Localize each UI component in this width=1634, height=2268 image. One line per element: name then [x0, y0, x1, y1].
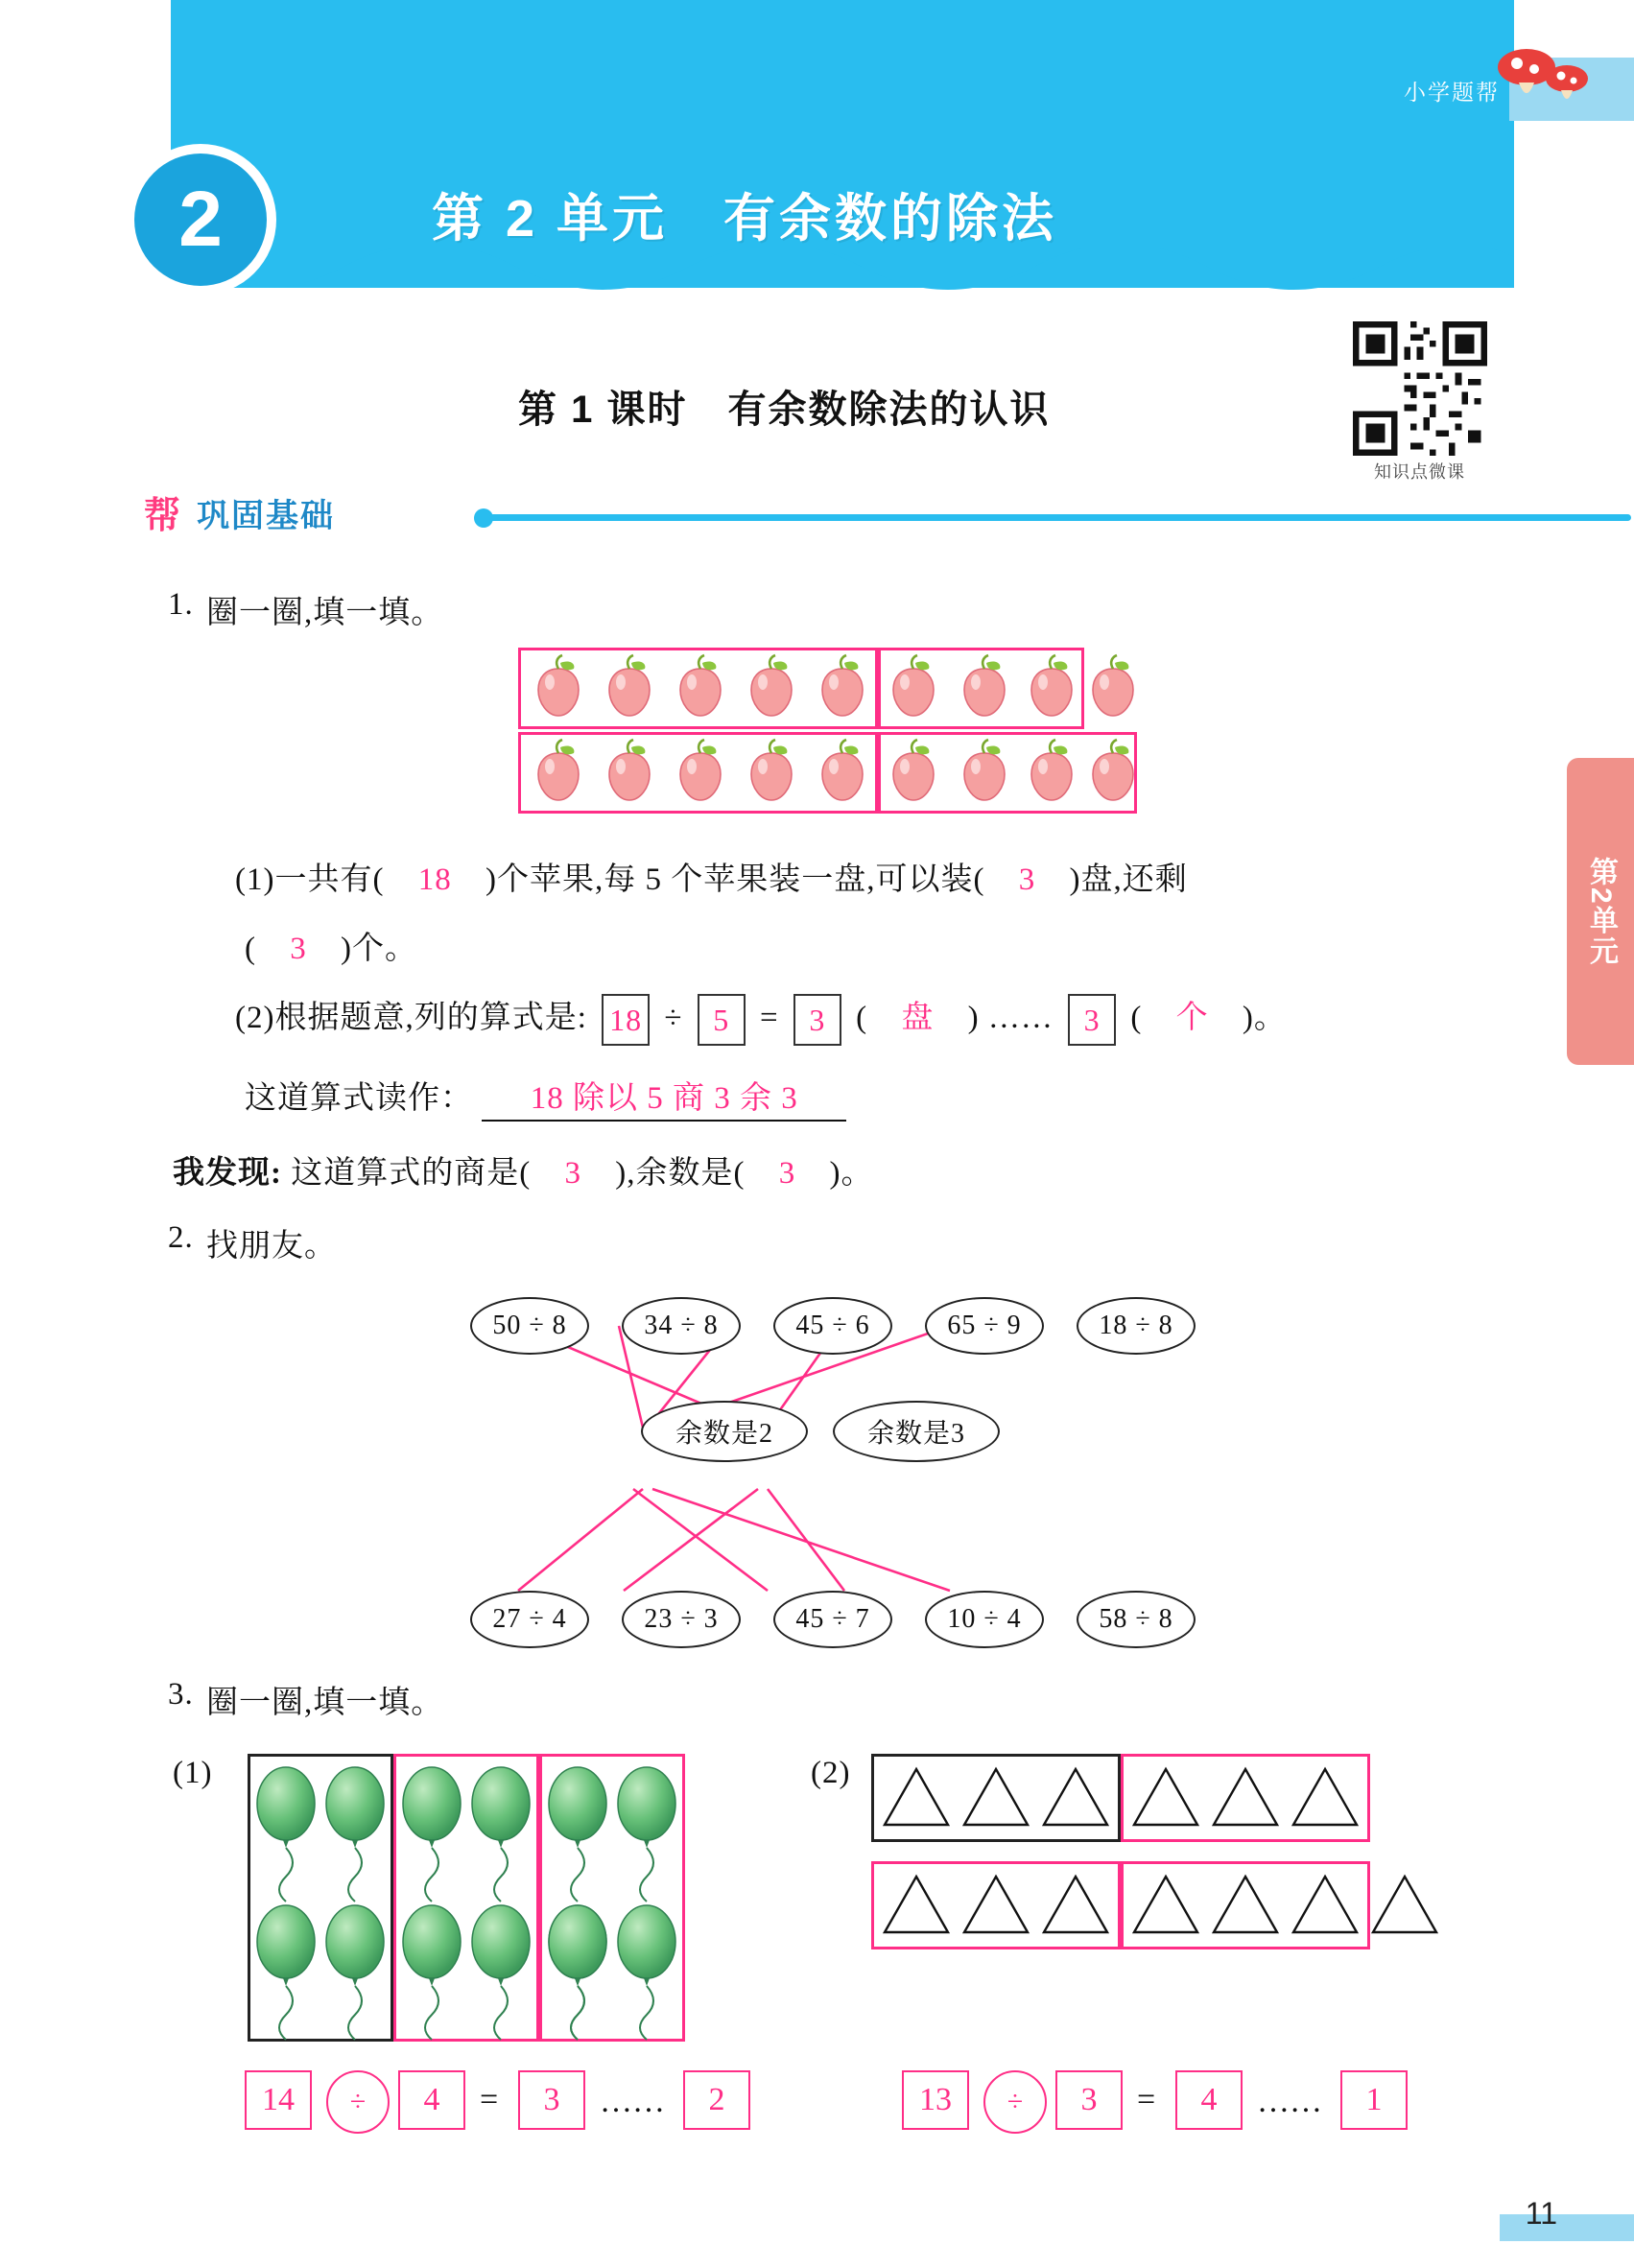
q2-top-item-1[interactable]: 34 ÷ 8	[622, 1297, 741, 1355]
eq-unit2-answer: 个	[1175, 1001, 1209, 1035]
q1-line1	[235, 854, 1188, 899]
q1-line1-b: )个苹果,每 5 个苹果装一盘,可以装(	[485, 862, 985, 897]
q3-number: 3.	[168, 1677, 194, 1712]
q2-bottom-item-4[interactable]: 58 ÷ 8	[1077, 1591, 1196, 1648]
side-unit-tab	[1567, 758, 1634, 1065]
q1-line2-b: )个。	[341, 932, 417, 966]
balloons-svg	[248, 1754, 689, 2042]
q1-line1-a: (1)一共有(	[235, 862, 385, 897]
q1-found-b: ),余数是(	[615, 1156, 746, 1191]
q2-number: 2.	[168, 1220, 194, 1255]
eq-division-sign: ÷	[664, 1001, 683, 1035]
page-number: 11	[1525, 2196, 1557, 2231]
eq-dots: ……	[987, 1001, 1054, 1035]
q1-found-quotient: 3	[564, 1156, 581, 1191]
eq-unit1-answer: 盘	[901, 1001, 935, 1035]
q1-found-c: )。	[829, 1156, 874, 1191]
eq-quotient-box[interactable]: 3	[793, 994, 841, 1046]
triangles-svg	[871, 1754, 1456, 1955]
q1-apple-figure	[518, 648, 1199, 815]
q3-eq2-quotient[interactable]: 4	[1175, 2070, 1243, 2130]
q3-eq1-operator[interactable]: ÷	[326, 2070, 390, 2134]
apples-svg	[518, 648, 1199, 815]
q1-read-label: 这道算式读作：	[245, 1081, 473, 1116]
q2-bottom-item-2[interactable]: 45 ÷ 7	[773, 1591, 892, 1648]
section-badge: 帮	[144, 496, 181, 536]
qr-caption: 知识点微课	[1374, 462, 1465, 482]
eq-equals-sign: =	[760, 1001, 779, 1035]
q2-prompt: 找朋友。	[206, 1229, 337, 1264]
eq-dividend-box[interactable]: 18	[602, 994, 650, 1046]
eq-unit1-close: )	[967, 1001, 980, 1035]
q1-found-remainder: 3	[778, 1156, 796, 1191]
q1-line2	[245, 923, 417, 968]
q2-middle-item-0[interactable]: 余数是2	[641, 1401, 808, 1462]
q1-equation-line	[235, 992, 1287, 1046]
q1-found-a: 这道算式的商是(	[291, 1156, 532, 1191]
q2-top-item-4[interactable]: 18 ÷ 8	[1077, 1297, 1196, 1355]
q3-eq1-divisor[interactable]: 4	[398, 2070, 465, 2130]
q3-eq1-remainder[interactable]: 2	[683, 2070, 750, 2130]
q3-prompt: 圈一圈,填一填。	[206, 1686, 444, 1720]
q1-found-line	[173, 1147, 873, 1193]
q2-bottom-item-0[interactable]: 27 ÷ 4	[470, 1591, 589, 1648]
q3-eq2-dividend[interactable]: 13	[902, 2070, 969, 2130]
qr-code-icon[interactable]	[1353, 321, 1487, 456]
section-header	[144, 480, 1487, 547]
q1-read-answer: 18 除以 5 商 3 余 3	[482, 1073, 846, 1122]
q3-eq2-operator[interactable]: ÷	[983, 2070, 1047, 2134]
q1-found-label: 我发现:	[173, 1156, 282, 1191]
eq-unit2-open: (	[1130, 1001, 1143, 1035]
eq-unit2-close: )。	[1242, 1001, 1287, 1035]
q1-line2-a: (	[245, 932, 256, 966]
section-label: 巩固基础	[197, 498, 335, 534]
q3-sub2-label: (2)	[811, 1756, 851, 1790]
q3-eq1-quotient[interactable]: 3	[518, 2070, 585, 2130]
q2-bottom-item-1[interactable]: 23 ÷ 3	[622, 1591, 741, 1648]
q1-prompt: 圈一圈,填一填。	[206, 596, 444, 630]
q3-eq2-divisor[interactable]: 3	[1055, 2070, 1123, 2130]
q2-top-item-0[interactable]: 50 ÷ 8	[470, 1297, 589, 1355]
q1-read-line	[245, 1073, 846, 1122]
q1-line3-a: (2)根据题意,列的算式是:	[235, 1001, 587, 1035]
banner-title: 第 2 单元 有余数的除法	[432, 190, 1058, 248]
q3-eq2-remainder[interactable]: 1	[1340, 2070, 1408, 2130]
q3-eq1-dividend[interactable]: 14	[245, 2070, 312, 2130]
q2-top-item-3[interactable]: 65 ÷ 9	[925, 1297, 1044, 1355]
lesson-title: 第 1 课时 有余数除法的认识	[518, 389, 1051, 431]
q2-top-item-2[interactable]: 45 ÷ 6	[773, 1297, 892, 1355]
q3-eq1-equals: =	[480, 2082, 499, 2117]
q3-sub1-label: (1)	[173, 1756, 213, 1790]
brand-label: 小学题帮	[1404, 80, 1500, 105]
q3-eq2-equals: =	[1137, 2082, 1156, 2117]
q1-answer-left: 3	[290, 932, 307, 966]
unit-number-badge: 2	[134, 154, 267, 286]
q3-eq1-dots: ……	[600, 2084, 665, 2119]
eq-unit1-open: (	[856, 1001, 868, 1035]
footer-bar	[1500, 2214, 1634, 2241]
q1-answer-plates: 3	[1018, 862, 1036, 897]
q2-middle-item-1[interactable]: 余数是3	[833, 1401, 1000, 1462]
side-unit-tab-label: 第2单元	[1585, 856, 1617, 967]
section-rule	[489, 514, 1631, 521]
q2-bottom-item-3[interactable]: 10 ÷ 4	[925, 1591, 1044, 1648]
eq-divisor-box[interactable]: 5	[698, 994, 746, 1046]
banner-wave-decoration	[171, 248, 1514, 305]
eq-remainder-box[interactable]: 3	[1068, 994, 1116, 1046]
q1-line1-c: )盘,还剩	[1069, 862, 1188, 897]
mushroom-icon	[1490, 46, 1596, 109]
q1-answer-total: 18	[417, 862, 452, 897]
q1-number: 1.	[168, 587, 194, 622]
q3-eq2-dots: ……	[1257, 2084, 1322, 2119]
